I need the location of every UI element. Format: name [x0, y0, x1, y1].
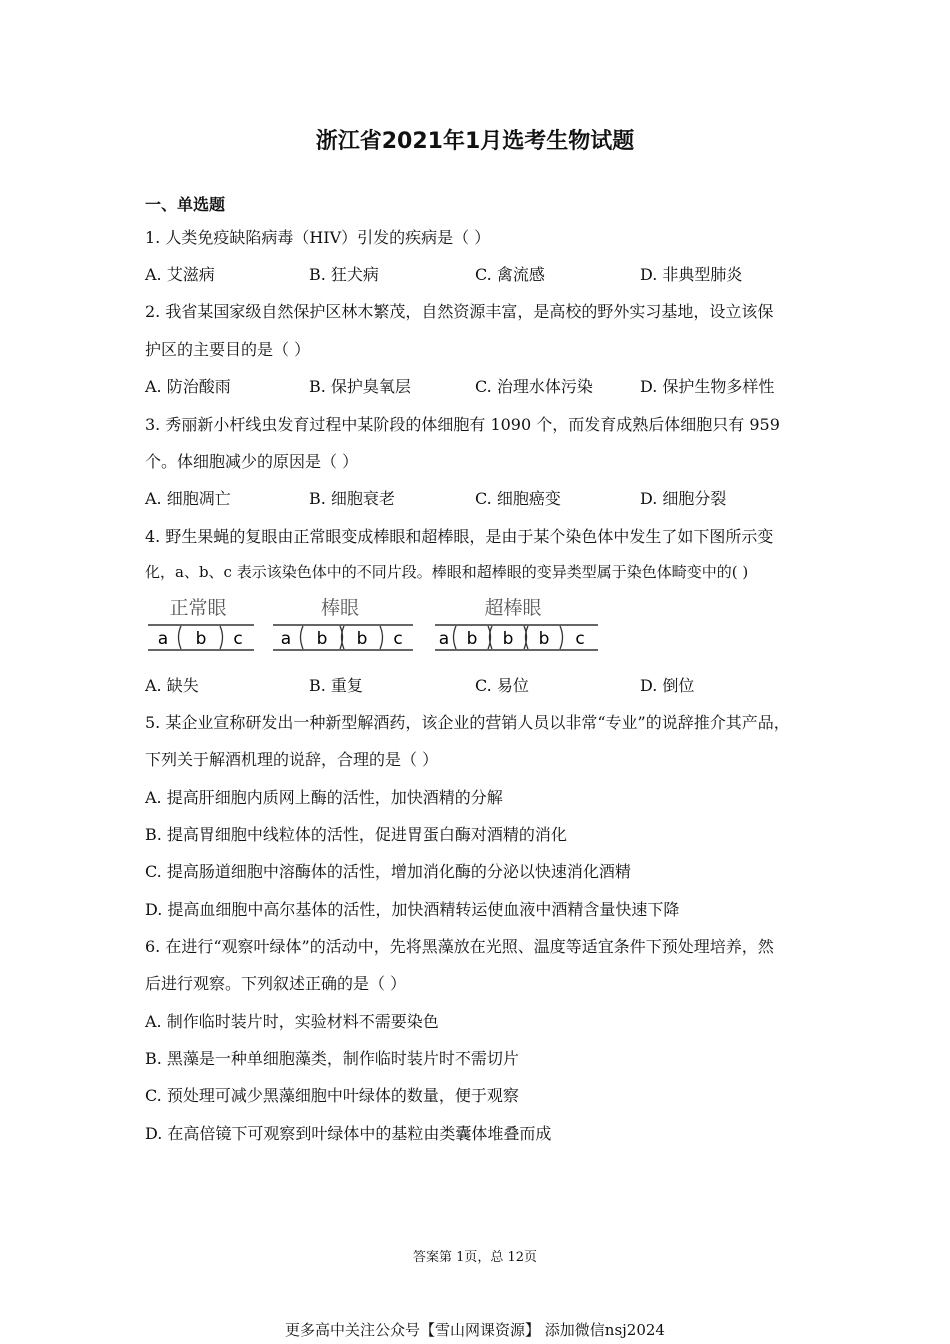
q1-option-a: A. 艾滋病: [145, 265, 215, 284]
question-3-stem-line1: 3. 秀丽新小杆线虫发育过程中某阶段的体细胞有 1090 个，而发育成熟后体细胞只有 959: [145, 415, 780, 434]
question-4-stem-line2: 化，a、b、c 表示该染色体中的不同片段。棒眼和超棒眼的变异类型属于染色体畸变中的( ): [145, 563, 749, 581]
question-6-stem-line1: 6. 在进行“观察叶绿体”的活动中，先将黑藻放在光照、温度等适宜条件下预处理培养，然: [145, 937, 774, 956]
question-6-stem-line2: 后进行观察。下列叙述正确的是（ ）: [145, 974, 407, 993]
chromosome-normal: [148, 625, 254, 650]
page-title: 浙江省2021年1月选考生物试题: [315, 129, 635, 154]
q1-option-c: C. 禽流感: [475, 265, 545, 284]
section-heading: 一、单选题: [145, 195, 226, 214]
q6-option-b: B. 黑藻是一种单细胞藻类，制作临时装片时不需切片: [145, 1049, 519, 1068]
question-2-stem-line1: 2. 我省某国家级自然保护区林木繁茂，自然资源丰富，是高校的野外实习基地，设立该保: [145, 302, 774, 321]
q3-option-b: B. 细胞衰老: [309, 489, 395, 508]
q2-option-a: A. 防治酸雨: [145, 377, 231, 396]
q3-option-c: C. 细胞癌变: [475, 489, 561, 508]
chromosome-ultrabar: [435, 625, 598, 650]
segment-a: a: [157, 629, 169, 649]
promo-note: 更多高中关注公众号【雪山网课资源】 添加微信nsj2024: [285, 1321, 665, 1339]
page-footer: 答案第 1页，总 12页: [412, 1250, 538, 1265]
q5-option-c: C. 提高肠道细胞中溶酶体的活性，增加消化酶的分泌以快速消化酒精: [145, 862, 631, 881]
q4-option-b: B. 重复: [309, 676, 363, 695]
question-4-stem-line1: 4. 野生果蝇的复眼由正常眼变成棒眼和超棒眼，是由于某个染色体中发生了如下图所示变: [145, 527, 774, 546]
q6-option-c: C. 预处理可减少黑藻细胞中叶绿体的数量，便于观察: [145, 1086, 519, 1105]
q5-option-a: A. 提高肝细胞内质网上酶的活性，加快酒精的分解: [145, 788, 503, 807]
segment-b: b: [502, 629, 514, 649]
segment-c: c: [393, 629, 403, 649]
segment-b: b: [466, 629, 478, 649]
chromosome-diagram: [148, 592, 608, 657]
q3-option-a: A. 细胞凋亡: [145, 489, 231, 508]
q3-option-d: D. 细胞分裂: [640, 489, 727, 508]
q6-option-a: A. 制作临时装片时，实验材料不需要染色: [145, 1012, 439, 1031]
q2-option-d: D. 保护生物多样性: [640, 377, 775, 396]
question-2-stem-line2: 护区的主要目的是（ ）: [145, 340, 311, 359]
segment-c: c: [575, 629, 585, 649]
q1-option-d: D. 非典型肺炎: [640, 265, 743, 284]
question-1-stem: 1. 人类免疫缺陷病毒（HIV）引发的疾病是（ ）: [145, 228, 491, 247]
segment-b: b: [356, 629, 368, 649]
segment-b: b: [538, 629, 550, 649]
label-bar-eye: 棒眼: [320, 597, 360, 619]
q4-option-c: C. 易位: [475, 676, 529, 695]
q1-option-b: B. 狂犬病: [309, 265, 379, 284]
segment-a: a: [438, 629, 450, 649]
label-ultrabar-eye: 超棒眼: [484, 597, 542, 619]
question-5-stem-line1: 5. 某企业宣称研发出一种新型解酒药，该企业的营销人员以非常“专业”的说辞推介其产品，: [145, 713, 790, 732]
q2-option-c: C. 治理水体污染: [475, 377, 593, 396]
q4-option-d: D. 倒位: [640, 676, 695, 695]
segment-b: b: [316, 629, 328, 649]
segment-c: c: [233, 629, 243, 649]
q6-option-d: D. 在高倍镜下可观察到叶绿体中的基粒由类囊体堆叠而成: [145, 1124, 552, 1143]
label-normal-eye: 正常眼: [169, 597, 227, 619]
question-5-stem-line2: 下列关于解酒机理的说辞，合理的是（ ）: [145, 750, 439, 769]
segment-b: b: [195, 629, 207, 649]
question-3-stem-line2: 个。体细胞减少的原因是（ ）: [145, 452, 359, 471]
q2-option-b: B. 保护臭氧层: [309, 377, 411, 396]
segment-a: a: [280, 629, 292, 649]
q5-option-d: D. 提高血细胞中高尔基体的活性，加快酒精转运使血液中酒精含量快速下降: [145, 900, 680, 919]
chromosome-bar: [273, 625, 413, 650]
q4-option-a: A. 缺失: [145, 676, 199, 695]
q5-option-b: B. 提高胃细胞中线粒体的活性，促进胃蛋白酶对酒精的消化: [145, 825, 567, 844]
